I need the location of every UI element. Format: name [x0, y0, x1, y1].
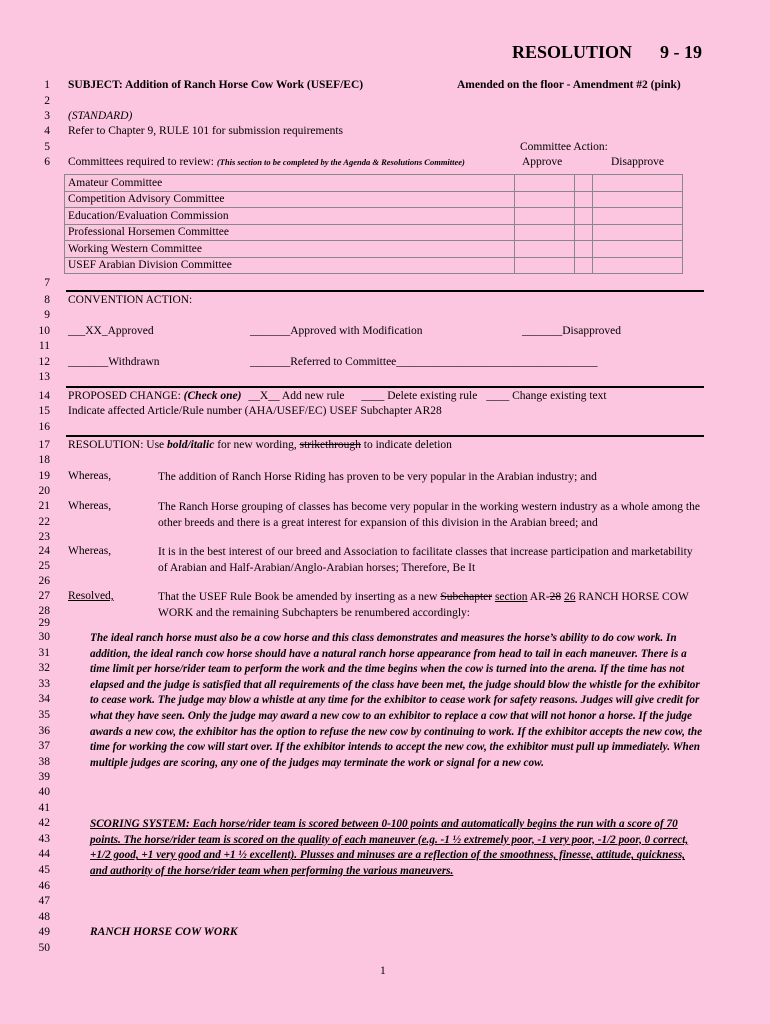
- blank-cell: [575, 175, 593, 192]
- divider: [66, 290, 704, 292]
- divider: [66, 386, 704, 388]
- approved-modification-option[interactable]: _______Approved with Modification: [250, 325, 423, 337]
- refer-line: Refer to Chapter 9, RULE 101 for submission requirements: [68, 125, 343, 137]
- approve-cell[interactable]: [515, 191, 575, 208]
- committee-name: Education/Evaluation Commission: [65, 208, 515, 225]
- committee-name: Professional Horsemen Committee: [65, 224, 515, 241]
- approve-cell[interactable]: [515, 257, 575, 274]
- whereas-label: Whereas,: [68, 500, 112, 512]
- disapprove-cell[interactable]: [593, 224, 683, 241]
- delete-rule-option[interactable]: ____ Delete existing rule: [361, 390, 478, 402]
- resolution-instructions: RESOLUTION: Use bold/italic for new wording, strikethrough to indicate deletion: [68, 439, 452, 451]
- committee-name: Working Western Committee: [65, 241, 515, 258]
- approve-cell[interactable]: [515, 208, 575, 225]
- convention-action-label: CONVENTION ACTION:: [68, 294, 193, 306]
- resolution-number: 9 - 19: [660, 42, 702, 62]
- table-row: [65, 257, 683, 274]
- disapprove-header: Disapprove: [611, 156, 665, 168]
- whereas-text: The addition of Ranch Horse Riding has proven to be very popular in the Arabian industry; and: [158, 471, 597, 483]
- standard-label: (STANDARD): [68, 110, 133, 122]
- disapprove-cell[interactable]: [593, 208, 683, 225]
- disapprove-cell[interactable]: [593, 257, 683, 274]
- committee-name: Competition Advisory Committee: [65, 191, 515, 208]
- amendment-note: Amended on the floor - Amendment #2 (pink): [457, 79, 681, 91]
- blank-cell: [575, 224, 593, 241]
- disapprove-cell[interactable]: [593, 175, 683, 192]
- ranch-horse-cow-work-heading: RANCH HORSE COW WORK: [90, 926, 238, 938]
- committee-action-label: Committee Action:: [520, 141, 608, 153]
- table-row: [65, 191, 683, 208]
- blank-cell: [575, 241, 593, 258]
- whereas-text: The Ranch Horse grouping of classes has become very popular in the working western industry as a whole among the other breeds and there is a great interest for expansion of this division in the Arabian breed; and: [158, 501, 700, 529]
- table-row: [65, 175, 683, 192]
- committee-name: USEF Arabian Division Committee: [65, 257, 515, 274]
- whereas-label: Whereas,: [68, 470, 112, 482]
- approved-option[interactable]: ___XX_Approved: [68, 325, 154, 337]
- disapprove-cell[interactable]: [593, 241, 683, 258]
- whereas-text: It is in the best interest of our breed and Association to facilitate classes that increase participation and marketability of Arabian and Half-Arabian/Anglo-Arabian horses; Therefore, Be It: [158, 546, 693, 574]
- table-row: [65, 224, 683, 241]
- committees-required-label: Committees required to review: (This section to be completed by the Agenda & Resolutions Committee): [68, 156, 465, 168]
- resolution-title: RESOLUTION: [512, 42, 633, 62]
- subject-line: SUBJECT: Addition of Ranch Horse Cow Work (USEF/EC): [68, 79, 364, 91]
- resolved-label: Resolved,: [68, 590, 114, 602]
- proposed-change-line: PROPOSED CHANGE: (Check one) __X__ Add new rule ____ Delete existing rule ____ Change existing text: [68, 390, 607, 402]
- approve-cell[interactable]: [515, 175, 575, 192]
- resolved-text: That the USEF Rule Book be amended by inserting as a new Subchapter section AR-28 26 RANCH HORSE COW WORK and the remaining Subchapters be renumbered accordingly:: [158, 591, 689, 619]
- referred-option[interactable]: _______Referred to Committee___________________________________: [250, 356, 598, 368]
- approve-cell[interactable]: [515, 224, 575, 241]
- blank-cell: [575, 191, 593, 208]
- ideal-ranch-horse-paragraph: The ideal ranch horse must also be a cow horse and this class demonstrates and measures the horse’s ability to do cow work. In addition, the ideal ranch cow horse should have a natural ranch horse appearance from head to tail in each maneuver. There is a time limit per horse/rider team to perform the work and the time begins when the cow is turned into the arena. If the time has not elapsed and the judge is satisfied that all requirements of the class have been met, the judge should blow the whistle for the exhibitor to cease work. The judge may blow a whistle at any time for the exhibitor to cease work for safety reasons. Judges will give credit for what they have seen. Only the judge may award a new cow to an exhibitor to replace a cow that will not honor a horse. If the judge awards a new cow, the exhibitor has the option to refuse the new cow by continuing to work. If the exhibitor accepts the new cow, the time for working the cow will start over. If the exhibitor intends to accept the new cow, the exhibitor must pull up immediately. When multiple judges are scoring, any one of the judges may terminate the work or signal for a new cow.: [90, 632, 703, 769]
- approve-header: Approve: [522, 156, 563, 168]
- blank-cell: [575, 208, 593, 225]
- whereas-label: Whereas,: [68, 545, 112, 557]
- table-row: [65, 241, 683, 258]
- change-text-option[interactable]: ____ Change existing text: [486, 390, 607, 402]
- committee-name: Amateur Committee: [65, 175, 515, 192]
- divider: [66, 435, 704, 437]
- committees-note: (This section to be completed by the Agenda & Resolutions Committee): [216, 157, 465, 167]
- blank-cell: [575, 257, 593, 274]
- withdrawn-option[interactable]: _______Withdrawn: [68, 356, 160, 368]
- approve-cell[interactable]: [515, 241, 575, 258]
- disapproved-option[interactable]: _______Disapproved: [522, 325, 622, 337]
- scoring-system-paragraph: SCORING SYSTEM: Each horse/rider team is scored between 0-100 points and automatically begins the run with a score of 70 points. The horse/rider team is scored on the quality of each maneuver (e.g. -1 ½ extremely poor, -1 very poor, -1/2 poor, 0 correct, +1/2 good, +1 very good and +1 ½ excellent). Plusses and minuses are a reflection of the smoothness, finesse, attitude, quickness, and authority of the horse/rider team when performing the various maneuvers.: [90, 818, 689, 877]
- disapprove-cell[interactable]: [593, 191, 683, 208]
- add-rule-option[interactable]: __X__ Add new rule: [248, 390, 345, 402]
- affected-rule-line: Indicate affected Article/Rule number (AHA/USEF/EC) USEF Subchapter AR28: [68, 405, 442, 417]
- committees-table: [64, 174, 683, 274]
- check-one: (Check one): [183, 390, 242, 402]
- page-number: 1: [380, 965, 386, 977]
- table-row: [65, 208, 683, 225]
